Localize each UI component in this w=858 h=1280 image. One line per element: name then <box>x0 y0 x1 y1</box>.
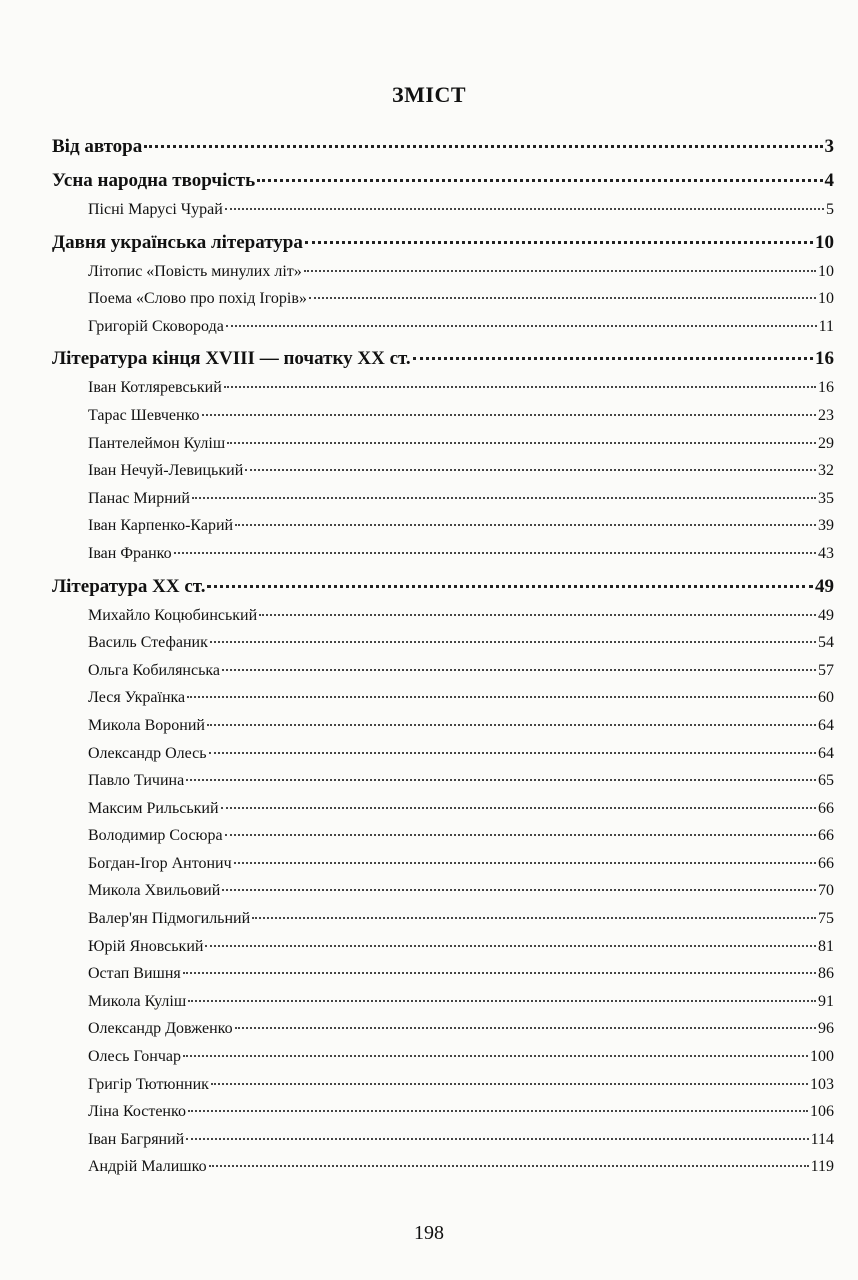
toc-entry <box>52 740 834 768</box>
toc-entry-title: Олександр Довженко <box>88 1020 233 1038</box>
toc-dot-leader <box>245 469 816 471</box>
toc-entry-page: 64 <box>818 716 834 734</box>
toc-entry-page: 66 <box>818 827 834 845</box>
toc-entry-page: 66 <box>818 854 834 872</box>
toc-entry-page: 32 <box>818 462 834 480</box>
page-title: ЗМІСТ <box>392 82 466 107</box>
toc-dot-leader <box>192 497 816 499</box>
toc-entry-page: 49 <box>815 575 834 597</box>
toc-entry-title: Усна народна творчість <box>52 170 256 191</box>
toc-entry-title: Володимир Сосюра <box>88 827 223 845</box>
toc-entry-title: Література кінця XVIII — початку XX ст. <box>52 348 411 370</box>
toc-dot-leader <box>187 696 816 698</box>
toc-entry-title: Остап Вишня <box>88 965 181 983</box>
toc-dot-leader <box>144 145 822 148</box>
toc-entry <box>52 196 834 224</box>
toc-dot-leader <box>209 1165 809 1167</box>
toc-entry-title: Максим Рильський <box>88 799 219 817</box>
toc-entry-page: 65 <box>818 772 834 790</box>
toc-entry-title: Іван Нечуй-Левицький <box>88 462 244 480</box>
toc-entry-page: 119 <box>810 1158 834 1176</box>
toc-entry <box>52 1015 834 1043</box>
toc-entry-title: Юрій Яновський <box>88 937 204 955</box>
toc-entry-page: 114 <box>810 1130 834 1148</box>
toc-entry-title: Пантелеймон Куліш <box>88 434 226 452</box>
toc-entry-page: 29 <box>818 434 834 452</box>
toc-entry-title: Поема «Слово про похід Ігорів» <box>88 290 307 308</box>
toc-entry-title: Тарас Шевченко <box>88 406 200 424</box>
toc-entry-title: Павло Тичина <box>88 772 185 790</box>
toc-entry-title: Ольга Кобилянська <box>88 661 221 679</box>
toc-entry <box>52 1043 834 1071</box>
toc-dot-leader <box>235 524 816 526</box>
toc-dot-leader <box>234 862 816 864</box>
toc-entry-title: Літопис «Повість минулих літ» <box>88 262 302 280</box>
toc-entry-title: Григорій Сковорода <box>88 317 224 335</box>
toc-entry-page: 11 <box>818 317 834 335</box>
toc-entry-page: 5 <box>826 201 834 218</box>
toc-entry-page: 39 <box>818 517 834 535</box>
toc-section-entry <box>52 571 834 602</box>
toc-entry-page: 70 <box>818 882 834 900</box>
toc-dot-leader <box>225 208 824 210</box>
toc-entry <box>52 285 834 313</box>
toc-entry-page: 4 <box>824 170 834 191</box>
toc-entry-title: Давня українська література <box>52 231 303 253</box>
toc-entry <box>52 485 834 513</box>
toc-entry-page: 103 <box>810 1075 834 1093</box>
toc-dot-leader <box>224 386 816 388</box>
toc-dot-leader <box>226 325 817 327</box>
toc-dot-leader <box>205 945 816 947</box>
toc-dot-leader <box>305 241 813 244</box>
toc-dot-leader <box>225 834 816 836</box>
toc-entry-title: Пісні Марусі Чурай <box>88 201 223 218</box>
toc-entry-title: Ліна Костенко <box>88 1103 186 1121</box>
toc-dot-leader <box>211 1083 808 1085</box>
toc-entry-title: Іван Карпенко-Карий <box>88 517 234 535</box>
toc-section-entry <box>52 227 834 258</box>
toc-dot-leader <box>259 614 816 616</box>
toc-entry <box>52 512 834 540</box>
toc-entry-page: 43 <box>818 544 834 562</box>
toc-entry-title: Панас Мирний <box>88 489 190 507</box>
toc-entry-page: 16 <box>815 348 834 370</box>
toc-dot-leader <box>188 1110 808 1112</box>
toc-entry <box>52 402 834 430</box>
toc-dot-leader <box>222 889 816 891</box>
toc-dot-leader <box>210 641 816 643</box>
toc-entry <box>52 540 834 568</box>
toc-dot-leader <box>221 807 816 809</box>
toc-dot-leader <box>304 270 816 272</box>
toc-entry-title: Богдан-Ігор Антонич <box>88 854 232 872</box>
toc-dot-leader <box>207 724 816 726</box>
toc-entry <box>52 712 834 740</box>
toc-entry-title: Василь Стефаник <box>88 634 208 652</box>
toc-entry-title: Олександр Олесь <box>88 744 207 762</box>
toc-entry-page: 100 <box>810 1048 834 1066</box>
toc-entry <box>52 430 834 458</box>
toc-entry-title: Михайло Коцюбинський <box>88 606 258 624</box>
toc-entry <box>52 657 834 685</box>
toc-entry-page: 16 <box>818 379 834 397</box>
toc-entry-page: 35 <box>818 489 834 507</box>
toc-entry <box>52 822 834 850</box>
toc-dot-leader <box>209 752 816 754</box>
toc-entry <box>52 877 834 905</box>
toc-entry-title: Микола Хвильовий <box>88 882 221 900</box>
toc-entry-title: Микола Вороний <box>88 716 205 734</box>
toc-entry-page: 54 <box>818 634 834 652</box>
toc-entry-title: Література XX ст. <box>52 575 206 597</box>
toc-dot-leader <box>413 357 813 360</box>
toc-dot-leader <box>309 297 816 299</box>
toc-entry-page: 23 <box>818 406 834 424</box>
toc-entry-page: 57 <box>818 661 834 679</box>
toc-entry <box>52 960 834 988</box>
toc-entry-page: 49 <box>818 606 834 624</box>
toc-entry-page: 66 <box>818 799 834 817</box>
toc-entry-title: Олесь Гончар <box>88 1048 181 1066</box>
toc-entry-page: 64 <box>818 744 834 762</box>
toc-entry <box>52 313 834 341</box>
toc-dot-leader <box>186 1138 808 1140</box>
toc-entry-title: Андрій Малишко <box>88 1158 207 1176</box>
toc-dot-leader <box>186 779 816 781</box>
toc-dot-leader <box>202 414 816 416</box>
toc-dot-leader <box>183 1055 808 1057</box>
toc-entry <box>52 767 834 795</box>
toc-entry <box>52 1126 834 1154</box>
toc-entry <box>52 684 834 712</box>
toc-entry <box>52 1153 834 1181</box>
toc-entry-page: 96 <box>818 1020 834 1038</box>
toc-entry <box>52 457 834 485</box>
toc-entry-title: Іван Котляревський <box>88 379 222 397</box>
toc-entry <box>52 374 834 402</box>
toc-entry-page: 10 <box>818 262 834 280</box>
toc-dot-leader <box>235 1027 816 1029</box>
toc-entry-page: 60 <box>818 689 834 707</box>
toc-dot-leader <box>183 972 816 974</box>
toc-entry-page: 86 <box>818 965 834 983</box>
toc-dot-leader <box>188 1000 816 1002</box>
toc-entry-title: Леся Українка <box>88 689 186 707</box>
toc-entry-title: Григір Тютюнник <box>88 1075 209 1093</box>
toc-dot-leader <box>252 917 816 919</box>
toc-dot-leader <box>207 585 813 588</box>
toc-entry <box>52 1098 834 1126</box>
toc-entry <box>52 850 834 878</box>
toc-entry-page: 75 <box>818 910 834 928</box>
toc-entry <box>52 602 834 630</box>
page-number: 198 <box>414 1222 444 1244</box>
toc-entry-page: 10 <box>818 290 834 308</box>
toc-entry-title: Валер'ян Підмогильний <box>88 910 251 928</box>
table-of-contents <box>52 131 834 1181</box>
toc-entry-page: 81 <box>818 937 834 955</box>
toc-entry <box>52 933 834 961</box>
toc-entry <box>52 629 834 657</box>
toc-dot-leader <box>257 179 822 182</box>
toc-entry-page: 10 <box>815 231 834 253</box>
toc-entry <box>52 1071 834 1099</box>
toc-dot-leader <box>174 552 816 554</box>
toc-entry-page: 106 <box>810 1103 834 1121</box>
toc-entry-title: Від автора <box>52 136 143 157</box>
toc-dot-leader <box>222 669 816 671</box>
toc-dot-leader <box>227 442 816 444</box>
toc-entry <box>52 905 834 933</box>
toc-entry-page: 91 <box>818 992 834 1010</box>
toc-entry <box>52 258 834 286</box>
toc-entry <box>52 988 834 1016</box>
toc-section-entry <box>52 343 834 374</box>
toc-section-entry <box>52 165 834 196</box>
toc-entry-title: Іван Багряний <box>88 1130 185 1148</box>
toc-section-entry <box>52 131 834 162</box>
toc-entry-title: Іван Франко <box>88 544 172 562</box>
toc-entry <box>52 795 834 823</box>
toc-entry-page: 3 <box>824 136 834 157</box>
toc-entry-title: Микола Куліш <box>88 992 187 1010</box>
